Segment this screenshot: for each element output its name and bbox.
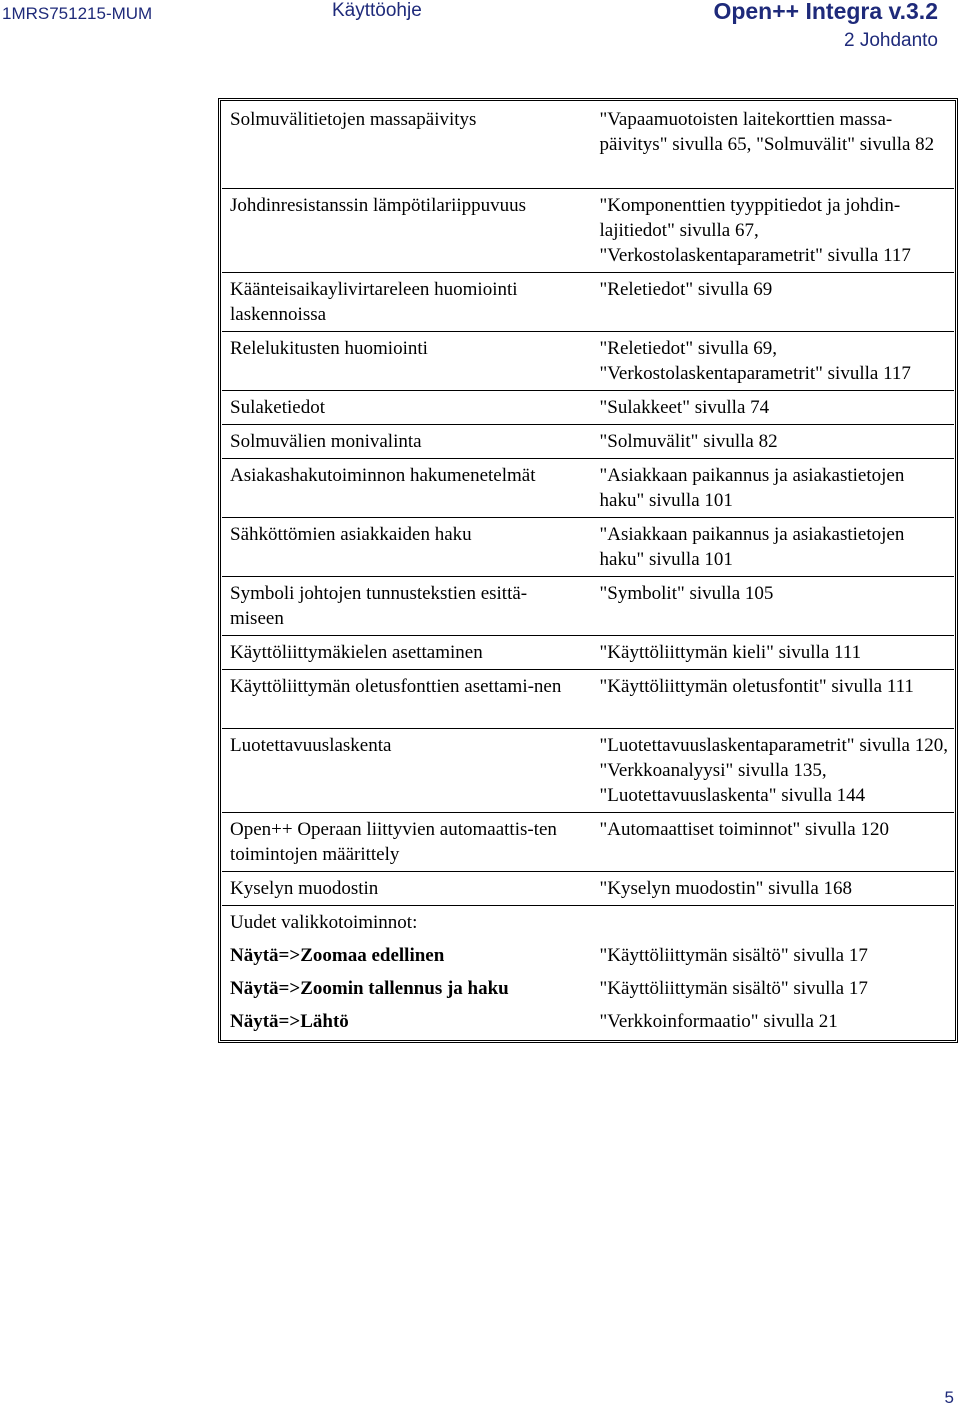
- table-row: [222, 1005, 954, 1038]
- table-row: [222, 871, 954, 905]
- feature-cell: Sähköttömien asiakkaiden haku: [222, 517, 584, 576]
- feature-cell: Symboli johtojen tunnustekstien esittä-miseen: [222, 576, 584, 635]
- feature-cell: Käyttöliittymän oletusfonttien asettami-nen: [222, 669, 584, 728]
- feature-cell: Sulaketiedot: [222, 390, 584, 424]
- reference-cell: "Symbolit" sivulla 105: [584, 576, 954, 635]
- table-row: [222, 390, 954, 424]
- reference-cell: "Asiakkaan paikannus ja asiakastietojen haku" sivulla 101: [584, 517, 954, 576]
- table-row: [222, 812, 954, 871]
- reference-cell: "Käyttöliittymän sisältö" sivulla 17: [599, 977, 868, 999]
- feature-cell: Solmuvälitietojen massapäivitys: [222, 103, 584, 188]
- table-row: [222, 905, 954, 939]
- table-row: [222, 331, 954, 390]
- feature-cell: Johdinresistanssin lämpötilariippuvuus: [222, 188, 584, 272]
- table-row: [222, 728, 954, 812]
- reference-cell: "Verkkoinformaatio" sivulla 21: [599, 1010, 838, 1032]
- document-id: 1MRS751215-MUM: [2, 4, 153, 23]
- feature-cell: Uudet valikkotoiminnot:: [230, 911, 418, 933]
- feature-cell: Näytä=>Zoomin tallennus ja haku: [230, 977, 509, 999]
- table-row: [222, 635, 954, 669]
- table-row: [222, 458, 954, 517]
- reference-cell: "Käyttöliittymän oletusfontit" sivulla 111: [584, 669, 954, 728]
- feature-cell: Käänteisaikaylivirtareleen huomiointi laskennoissa: [222, 272, 584, 331]
- reference-cell: "Käyttöliittymän sisältö" sivulla 17: [599, 944, 868, 966]
- reference-cell: "Reletiedot" sivulla 69: [584, 272, 954, 331]
- feature-cell: Asiakashakutoiminnon hakumenetelmät: [222, 458, 584, 517]
- table-row: [222, 669, 954, 728]
- feature-table: [222, 103, 954, 1038]
- feature-cell: Open++ Operaan liittyvien automaattis-ten toimintojen määrittely: [222, 812, 584, 871]
- feature-cell: Näytä=>Lähtö: [230, 1010, 349, 1032]
- document-type: Käyttöohje: [332, 0, 422, 21]
- page-header: [0, 0, 960, 60]
- feature-cell: Kyselyn muodostin: [222, 871, 584, 905]
- reference-cell: "Reletiedot" sivulla 69, "Verkostolaskentaparametrit" sivulla 117: [584, 331, 954, 390]
- product-name: Open++ Integra v.3.2: [713, 0, 938, 24]
- page-number: 5: [944, 1388, 954, 1407]
- feature-cell: Luotettavuuslaskenta: [222, 728, 584, 812]
- reference-cell: "Sulakkeet" sivulla 74: [584, 390, 954, 424]
- feature-cell: Näytä=>Zoomaa edellinen: [230, 944, 445, 966]
- reference-cell: "Asiakkaan paikannus ja asiakastietojen haku" sivulla 101: [584, 458, 954, 517]
- table-row: [222, 272, 954, 331]
- reference-cell: "Kyselyn muodostin" sivulla 168: [584, 871, 954, 905]
- reference-cell: "Vapaamuotoisten laitekorttien massa-päivitys" sivulla 65, "Solmuvälit" sivulla 82: [584, 103, 954, 188]
- table-row: [222, 103, 954, 188]
- feature-cell: Solmuvälien monivalinta: [222, 424, 584, 458]
- reference-cell: "Käyttöliittymän kieli" sivulla 111: [584, 635, 954, 669]
- reference-cell: "Automaattiset toiminnot" sivulla 120: [584, 812, 954, 871]
- table-row: [222, 939, 954, 972]
- feature-cell: Relelukitusten huomiointi: [222, 331, 584, 390]
- reference-cell: [584, 905, 954, 939]
- reference-cell: "Solmuvälit" sivulla 82: [584, 424, 954, 458]
- table-row: [222, 188, 954, 272]
- table-row: [222, 424, 954, 458]
- reference-cell: "Luotettavuuslaskentaparametrit" sivulla 120, "Verkkoanalyysi" sivulla 135, "Luotettavuuslaskenta" sivulla 144: [584, 728, 954, 812]
- chapter-title: 2 Johdanto: [843, 30, 938, 51]
- feature-cell: Käyttöliittymäkielen asettaminen: [222, 635, 584, 669]
- table-row: [222, 517, 954, 576]
- reference-cell: "Komponenttien tyyppitiedot ja johdin-lajitiedot" sivulla 67, "Verkostolaskentaparametrit" sivulla 117: [584, 188, 954, 272]
- table-row: [222, 972, 954, 1005]
- table-row: [222, 576, 954, 635]
